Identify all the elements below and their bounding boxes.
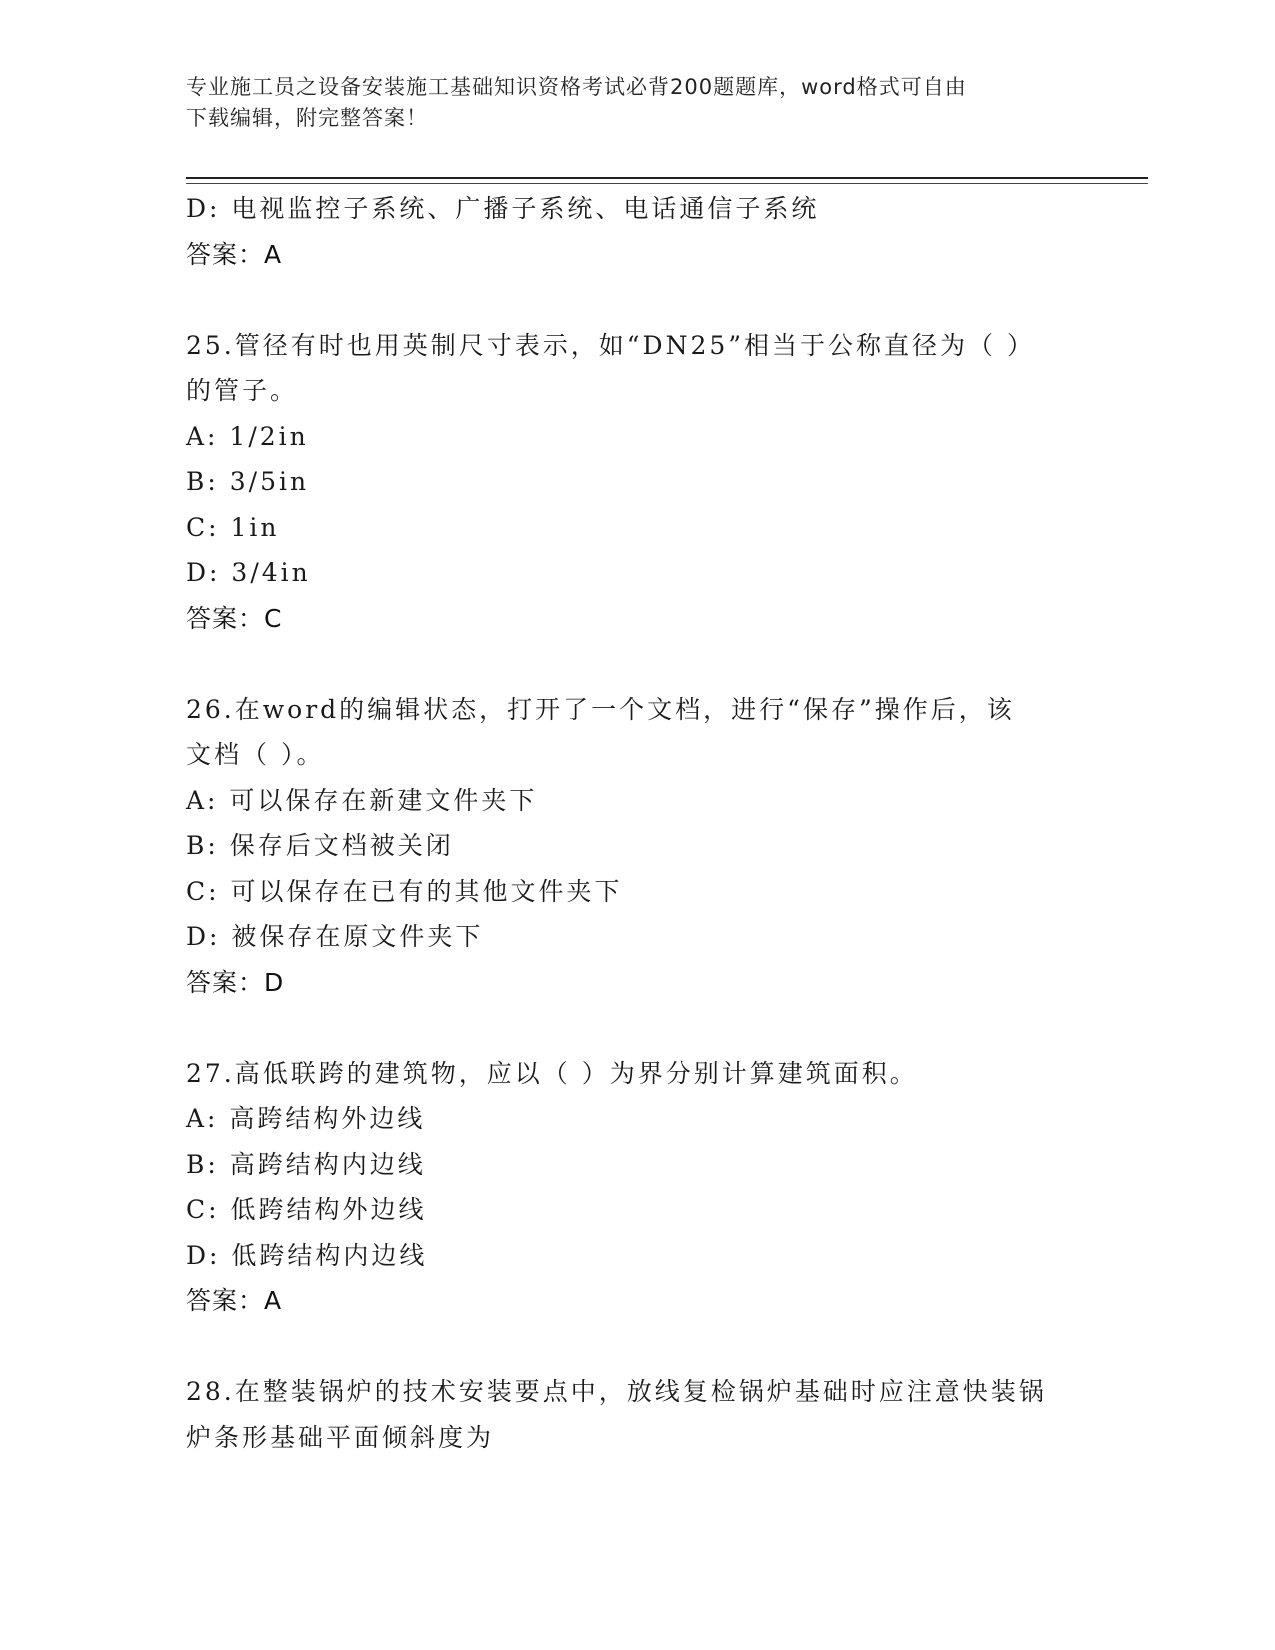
document-body	[186, 186, 1086, 1460]
option-d: D: 电视监控子系统、广播子系统、电话通信子系统	[186, 194, 820, 223]
question-28	[186, 1369, 1086, 1460]
option-a: A: 1/2in	[186, 421, 309, 451]
question-text-line: 的管子。	[186, 376, 299, 405]
option-c: C: 1in	[186, 512, 280, 542]
question-25	[186, 323, 1086, 642]
option-a: A: 可以保存在新建文件夹下	[186, 785, 538, 815]
option-b: B: 高跨结构内边线	[186, 1149, 426, 1179]
option-c: C: 可以保存在已有的其他文件夹下	[186, 876, 623, 906]
question-text-line: 28.在整装锅炉的技术安装要点中，放线复检锅炉基础时应注意快装锅	[186, 1377, 1047, 1406]
spacer	[186, 1005, 1086, 1051]
spacer	[186, 641, 1086, 687]
question-text-line: 文档（ ）。	[186, 740, 325, 769]
header-divider-thick	[186, 177, 1148, 179]
answer-line: 答案：A	[186, 239, 283, 269]
spacer	[186, 277, 1086, 323]
option-a: A: 高跨结构外边线	[186, 1104, 426, 1133]
option-d: D: 3/4in	[186, 558, 311, 587]
option-b: B: 3/5in	[186, 467, 310, 496]
question-27	[186, 1051, 1086, 1324]
question-text-line: 26.在word的编辑状态，打开了一个文档，进行“保存”操作后，该	[186, 694, 1015, 724]
document-header	[186, 72, 1066, 134]
question-text-line: 25.管径有时也用英制尺寸表示，如“DN25”相当于公称直径为（ ）	[186, 330, 1035, 360]
question-26	[186, 687, 1086, 1006]
option-c: C: 低跨结构外边线	[186, 1195, 427, 1224]
option-d: D: 被保存在原文件夹下	[186, 922, 484, 951]
question-text-line: 27.高低联跨的建筑物，应以（ ）为界分别计算建筑面积。	[186, 1058, 918, 1088]
spacer	[186, 1324, 1086, 1370]
option-d: D: 低跨结构内边线	[186, 1240, 428, 1270]
question-24-tail	[186, 186, 1086, 277]
answer-line: 答案：A	[186, 1286, 283, 1315]
option-b: B: 保存后文档被关闭	[186, 831, 454, 860]
question-text-line: 炉条形基础平面倾斜度为	[186, 1422, 495, 1452]
header-title-line-1: 专业施工员之设备安装施工基础知识资格考试必背200题题库，word格式可自由	[186, 75, 967, 99]
answer-line: 答案：D	[186, 967, 285, 997]
header-divider-thin	[186, 183, 1148, 184]
header-title-line-2: 下载编辑，附完整答案！	[186, 106, 428, 130]
answer-line: 答案：C	[186, 603, 283, 633]
